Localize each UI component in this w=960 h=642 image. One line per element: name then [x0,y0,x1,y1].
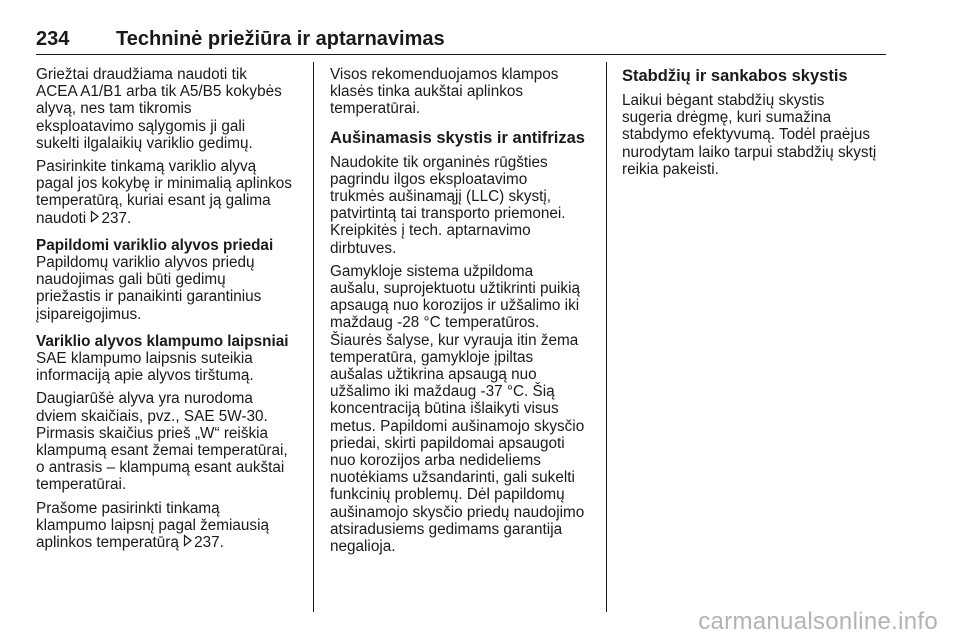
page-title: Techninė priežiūra ir aptarnavimas [116,28,445,50]
paragraph-multigrade: Daugiarūšė alyva yra nurodoma dviem skaičiais, pvz., SAE 5W-30. Pirmasis skaičius prieš „W“ reiškia klampumą esant žemai temperatūrai, o antrasis – klampumą esant aukštai temperatūrai. [36,390,288,494]
subheading-viscosity: Variklio alyvos klampumo laipsniai [36,332,289,350]
paragraph-coolant-protection: Gamykloje sistema užpildoma aušalu, suprojektuotu užtikrinti puikią apsaugą nuo korozijos ir užšalimo iki maždaug -28 °C temperatūros. Šiaurės šalyse, kur vyrauja itin žema temperatūra, gamykloje įpiltas aušalas užtikrina apsaugą nuo užšalimo iki maždaug -37 °C. Šią koncentraciją būtina išlaikyti visus metus. Papildomi aušinamojo skysčio priedai, skirti papildomai apsaugoti nuo korozijos arba nedideliems nuotėkiams užsandarinti, gali sukelti funkcinių problemų. Dėl papildomų aušinamojo skysčio priedų naudojimo atsiradusiems gedimams garantija negalioja. [330,262,585,556]
column-divider-2 [606,62,607,612]
column-middle [330,66,598,561]
page-reference-arrow-icon [183,534,193,551]
paragraph-choose-oil [36,158,304,227]
paragraph-coolant-type: Naudokite tik organinės rūgšties pagrindu ilgos eksploatavimo trukmės aušinamąjį (LLC) skystį, patvirtintą tai transporto priemonei. Kreipkitės į tech. aptarnavimo dirbtuves. [330,153,566,257]
paragraph-select-viscosity-text: Prašome pasirinkti tinkamą klampumo laipsnį pagal žemiausią aplinkos temperatūrą [36,499,269,552]
paragraph-viscosity-classes: Visos rekomenduojamos klampos klasės tinka aukštai aplinkos temperatūrai. [330,66,559,118]
paragraph-sae-viscosity: SAE klampumo laipsnis suteikia informaciją apie alyvos tirštumą. [36,350,254,385]
paragraph-brake-fluid: Laikui bėgant stabdžių skystis sugeria drėgmę, kuri sumažina stabdymo efektyvumą. Todėl praėjus nurodytam laiko tarpui stabdžių skystį reikia pakeisti. [622,92,877,178]
column-right [622,66,892,184]
column-divider-1 [313,62,314,612]
page-header [36,24,886,55]
subheading-oil-additives: Papildomi variklio alyvos priedai [36,236,274,254]
page-number: 234 [36,28,70,50]
heading-brake-fluid: Stabdžių ir sankabos skystis [622,67,848,85]
watermark: carmanualsonline.info [698,608,938,635]
page-reference-link[interactable]: 237. [194,534,224,552]
heading-coolant: Aušinamasis skystis ir antifrizas [330,128,585,147]
page-reference-arrow-icon [90,210,100,227]
paragraph-acea-warning: Griežtai draudžiama naudoti tik ACEA A1/B1 arba tik A5/B5 kokybės alyvą, nes tam tikromis eksploatavimo sąlygomis ji gali sukelti ilgalaikių variklio gedimų. [36,66,282,152]
paragraph-select-viscosity [36,500,304,552]
paragraph-choose-oil-text: Pasirinkite tinkamą variklio alyvą pagal jos kokybę ir minimalią aplinkos temperatūrą, kuriai esant ją galima naudoti [36,158,292,227]
page-reference-link[interactable]: 237. [101,209,132,227]
paragraph-oil-additives: Papildomų variklio alyvos priedų naudojimas gali būti gedimų priežastis ir panaikinti garantinius įsipareigojimus. [36,254,262,323]
column-left [36,66,304,557]
